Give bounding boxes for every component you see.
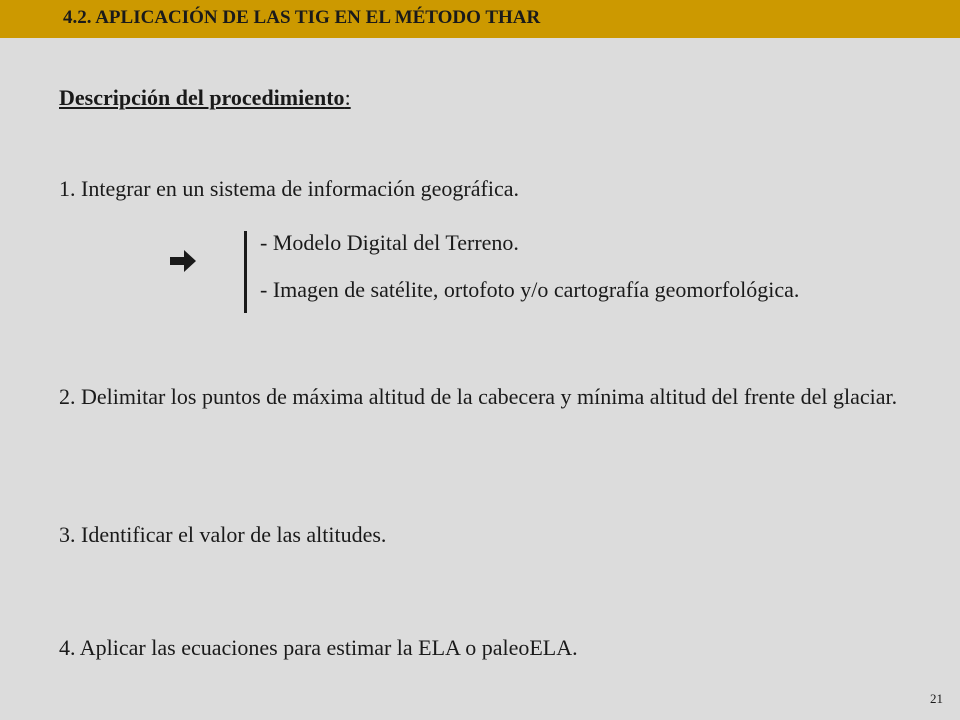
sub-item-dtm: - Modelo Digital del Terreno.: [260, 230, 519, 255]
slide-title: 4.2. APLICACIÓN DE LAS TIG EN EL MÉTODO THAR: [63, 7, 541, 28]
step-2: 2. Delimitar los puntos de máxima altitud de la cabecera y mínima altitud del frente del glaciar.: [59, 384, 898, 409]
step-4: 4. Aplicar las ecuaciones para estimar la ELA o paleoELA.: [59, 635, 578, 660]
step-1: 1. Integrar en un sistema de información geográfica.: [59, 176, 519, 201]
page-number: 21: [930, 691, 943, 706]
section-heading-colon: :: [344, 85, 351, 110]
step-3: 3. Identificar el valor de las altitudes.: [59, 522, 387, 547]
bracket-divider: [244, 231, 247, 313]
section-heading-text: Descripción del procedimiento: [59, 85, 345, 110]
right-arrow-icon: [168, 246, 198, 276]
header-bar: [0, 0, 960, 38]
sub-item-imagery: - Imagen de satélite, ortofoto y/o cartografía geomorfológica.: [260, 277, 800, 302]
section-heading: [59, 85, 351, 111]
